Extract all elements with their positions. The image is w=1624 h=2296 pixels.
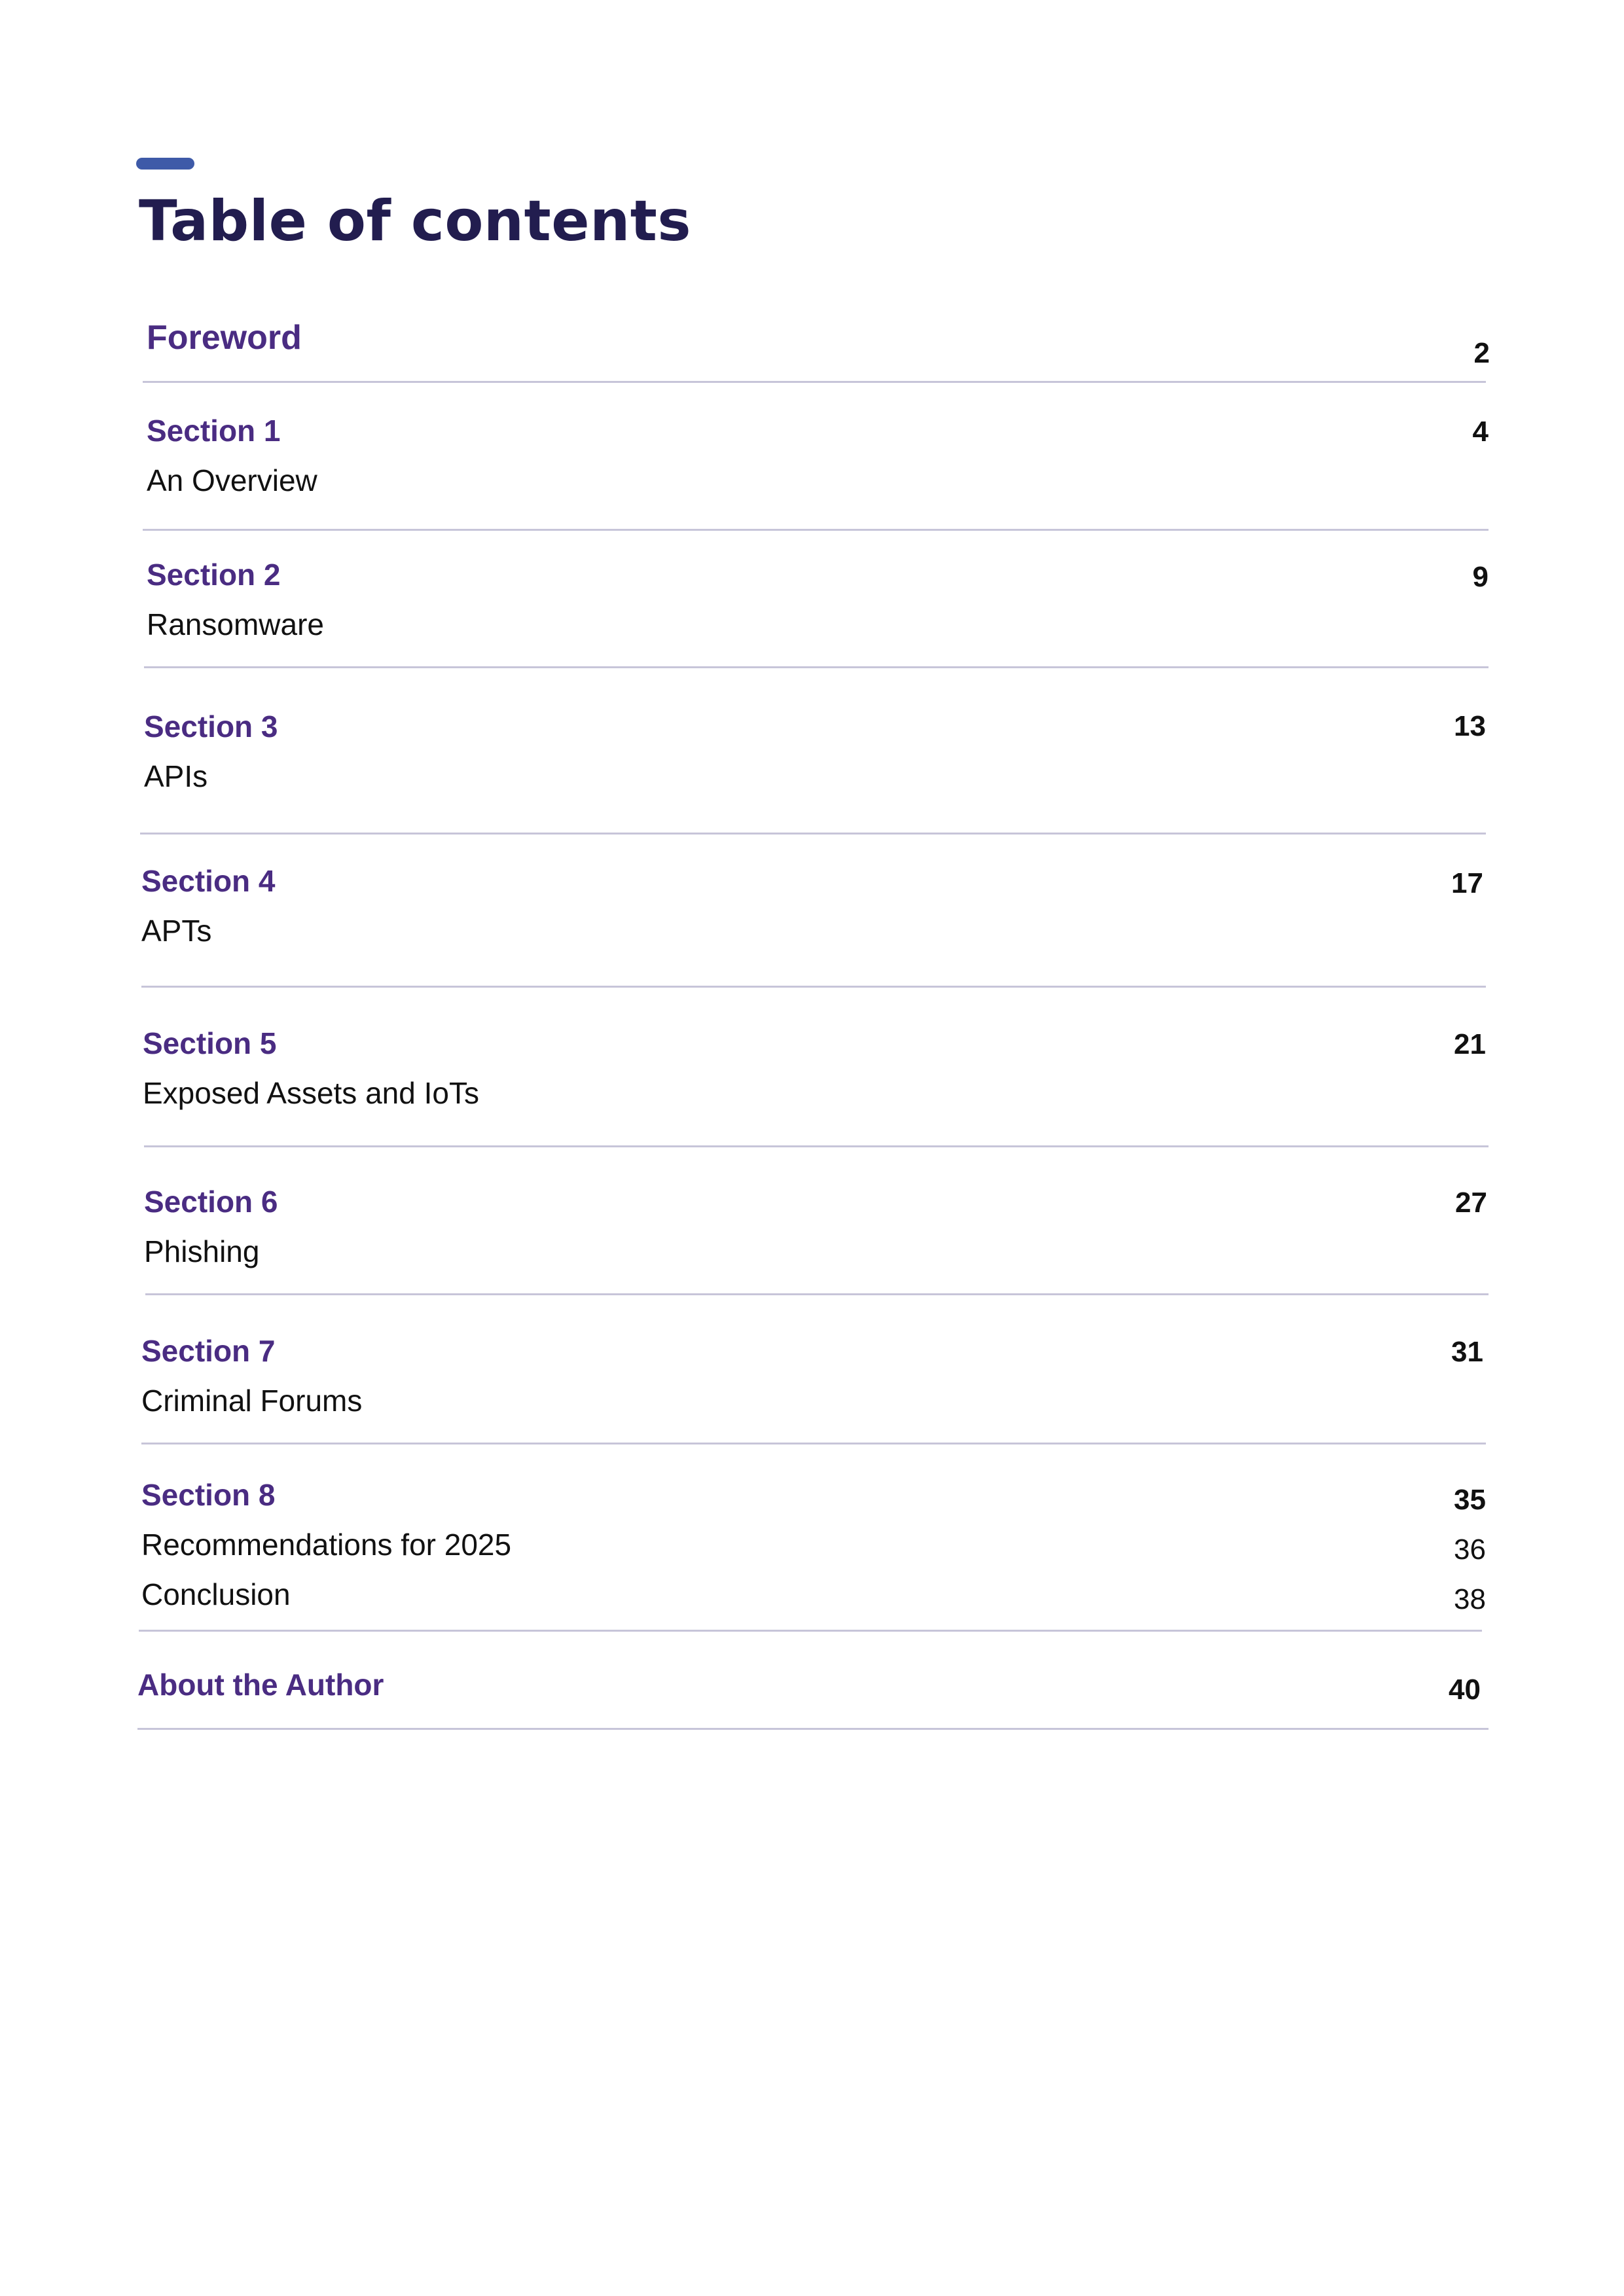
toc-entry-section-3[interactable]: Section 3 — [144, 709, 278, 744]
toc-page-section-2[interactable]: 9 — [1472, 561, 1489, 593]
toc-entry-section-5[interactable]: Section 5 — [143, 1026, 277, 1060]
toc-subitem-conclusion[interactable]: Conclusion — [141, 1577, 291, 1611]
toc-entry-section-7-title[interactable]: Criminal Forums — [141, 1384, 363, 1418]
divider — [143, 529, 1489, 531]
divider — [144, 1145, 1489, 1147]
toc-page-section-7[interactable]: 31 — [1451, 1336, 1483, 1368]
toc-entry-section-7[interactable]: Section 7 — [141, 1334, 276, 1368]
toc-entry-about-the-author[interactable]: About the Author — [137, 1668, 384, 1702]
toc-page-section-1[interactable]: 4 — [1472, 416, 1489, 448]
toc-page-about-the-author[interactable]: 40 — [1449, 1674, 1481, 1706]
toc-entry-section-5-title[interactable]: Exposed Assets and IoTs — [143, 1076, 479, 1110]
toc-entry-section-2-title[interactable]: Ransomware — [147, 607, 324, 641]
divider — [144, 666, 1489, 668]
toc-subitem-recommendations[interactable]: Recommendations for 2025 — [141, 1528, 512, 1562]
toc-entry-section-4[interactable]: Section 4 — [141, 864, 276, 898]
toc-entry-section-1[interactable]: Section 1 — [147, 414, 281, 448]
divider — [140, 833, 1486, 834]
toc-entry-section-6-title[interactable]: Phishing — [144, 1234, 260, 1268]
toc-page-section-6[interactable]: 27 — [1455, 1187, 1487, 1219]
page-title: Table of contents — [139, 188, 692, 254]
toc-page-section-4[interactable]: 17 — [1451, 867, 1483, 899]
toc-entry-section-4-title[interactable]: APTs — [141, 914, 212, 948]
toc-page-conclusion[interactable]: 38 — [1454, 1583, 1486, 1615]
divider — [139, 1630, 1482, 1632]
divider — [145, 1293, 1489, 1295]
toc-entry-section-1-title[interactable]: An Overview — [147, 463, 317, 497]
toc-entry-section-8[interactable]: Section 8 — [141, 1478, 276, 1512]
toc-page-recommendations[interactable]: 36 — [1454, 1534, 1486, 1566]
divider — [137, 1728, 1489, 1730]
toc-page-section-5[interactable]: 21 — [1454, 1028, 1486, 1060]
divider — [141, 1443, 1486, 1444]
toc-page-section-8[interactable]: 35 — [1454, 1484, 1486, 1516]
divider — [143, 381, 1486, 383]
toc-entry-foreword[interactable]: Foreword — [147, 319, 302, 357]
divider — [141, 986, 1486, 988]
toc-page-foreword[interactable]: 2 — [1473, 337, 1490, 369]
toc-page-section-3[interactable]: 13 — [1454, 710, 1486, 742]
toc-entry-section-6[interactable]: Section 6 — [144, 1185, 278, 1219]
toc-entry-section-2[interactable]: Section 2 — [147, 558, 281, 592]
toc-entry-section-3-title[interactable]: APIs — [144, 759, 208, 793]
